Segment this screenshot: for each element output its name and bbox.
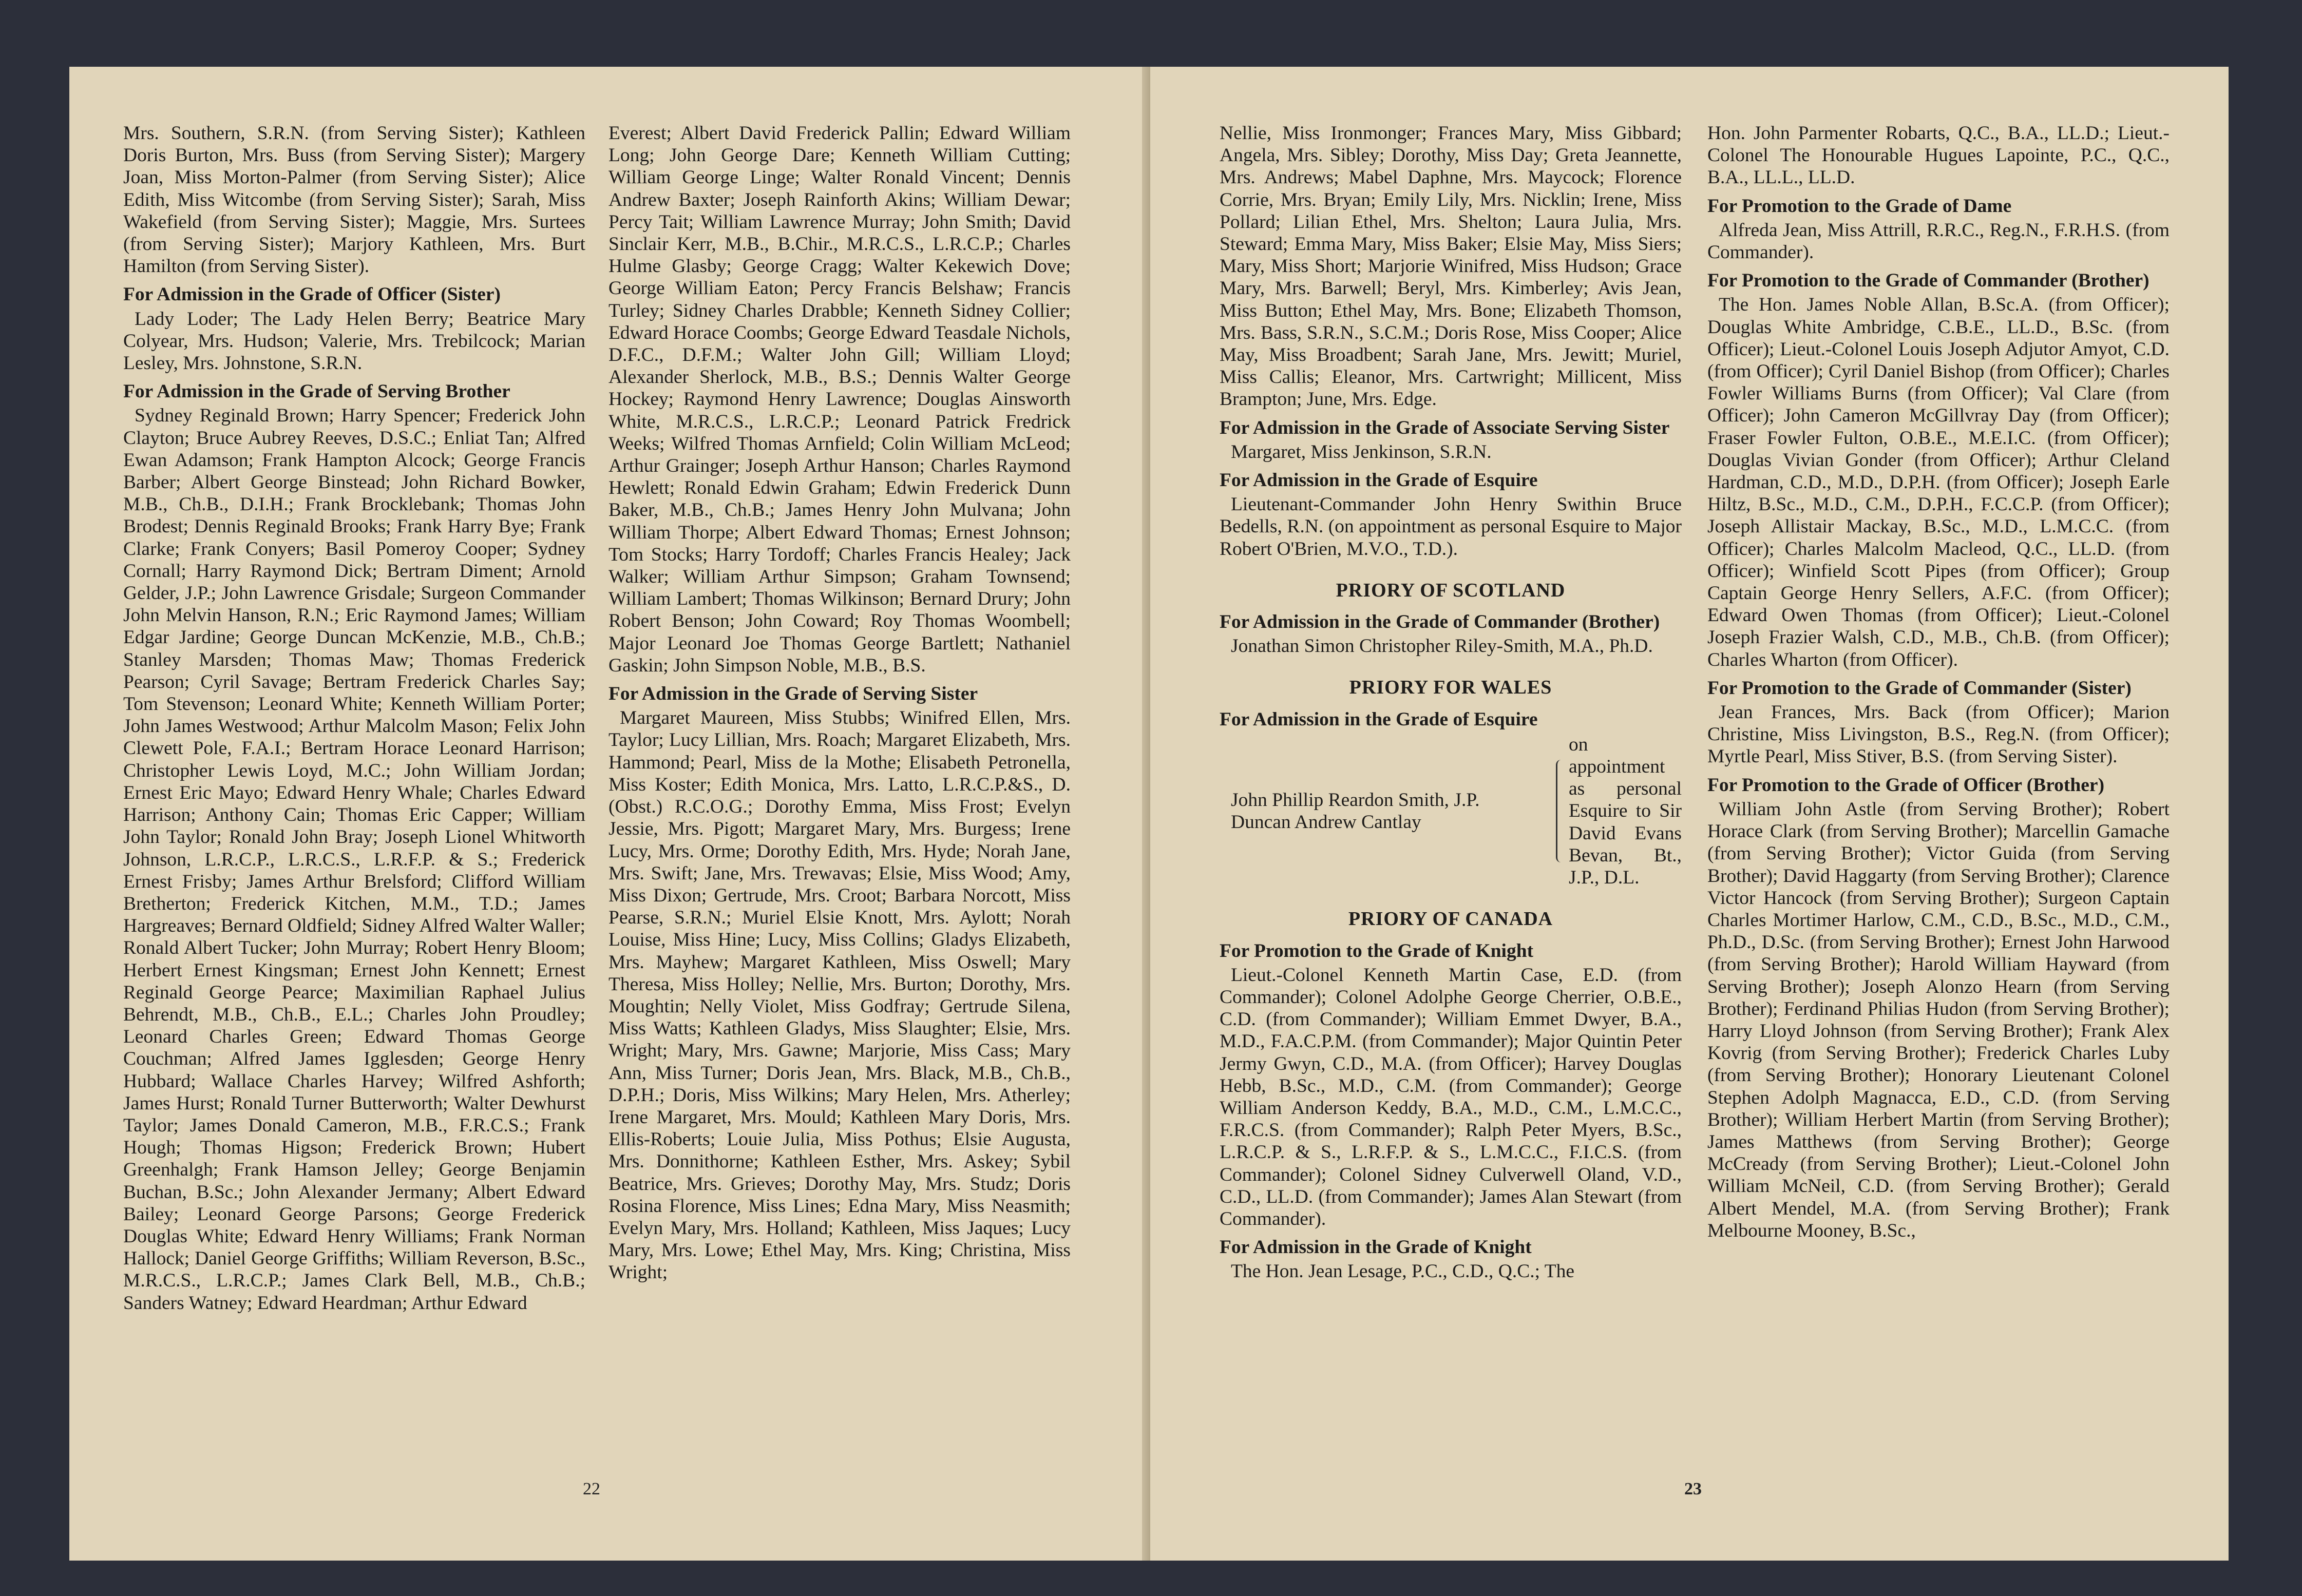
section-heading: For Promotion to the Grade of Knight <box>1220 940 1534 962</box>
page-number-left: 22 <box>583 1479 600 1498</box>
priory-heading: PRIORY FOR WALES <box>1349 677 1552 699</box>
paragraph: Margaret, Miss Jenkinson, S.R.N. <box>1231 441 1492 463</box>
left-page <box>69 67 1145 1561</box>
paragraph: Hon. John Parmenter Robarts, Q.C., B.A., LL.D.; Lieut.-Colonel The Honourable Hugues Lapointe, P.C., Q.C., B.A., LL.L., LL.D. <box>1707 123 2170 188</box>
wales-esquire-names <box>1220 789 1552 833</box>
section-heading: For Admission in the Grade of Knight <box>1220 1237 1532 1258</box>
section-heading: For Admission in the Grade of Associate Serving Sister <box>1220 417 1670 438</box>
section-heading: For Admission in the Grade of Serving Brother <box>123 381 510 402</box>
right-page <box>1150 67 2229 1561</box>
paragraph: Lieut.-Colonel Kenneth Martin Case, E.D. (from Commander); Colonel Adolphe George Cherrier, O.B.E., C.D. (from Commander); William Emmet Dwyer, B.A., M.D., F.A.C.P.M. (from Commander); Major Quintin Peter Jermy Gwyn, C.D., M.A. (from Officer); Harvey Douglas Hebb, B.Sc., M.D., C.M. (from Commander); George William Anderson Keddy, B.A., M.D., C.M., L.M.C.C., F.R.C.S. (from Commander); Ralph Peter Myers, B.Sc., L.R.C.P. & S., L.R.F.P. & S., L.M.C.C., F.I.C.S. (from Commander); Colonel Sidney Culverwell Oland, V.D., C.D., LL.D. (from Commander); James Alan Stewart (from Commander). <box>1220 964 1682 1229</box>
priory-heading: PRIORY OF CANADA <box>1348 908 1553 930</box>
paragraph: Mrs. Southern, S.R.N. (from Serving Sister); Kathleen Doris Burton, Mrs. Buss (from Serving Sister); Margery Joan, Miss Morton-Palmer (from Serving Sister); Alice Edith, Miss Witcombe (from Serving Sister); Sarah, Miss Wakefield (from Serving Sister); Maggie, Mrs. Surtees (from Serving Sister); Marjory Kathleen, Mrs. Burt Hamilton (from Serving Sister). <box>123 123 585 277</box>
paragraph: Nellie, Miss Ironmonger; Frances Mary, Miss Gibbard; Angela, Mrs. Sibley; Dorothy, Miss Day; Greta Jeannette, Mrs. Andrews; Mabel Daphne, Mrs. Maycock; Florence Corrie, Mrs. Bryan; Emily Lily, Mrs. Nicklin; Irene, Miss Pollard; Lilian Ethel, Mrs. Shelton; Laura Julia, Mrs. Steward; Emma Mary, Miss Baker; Elsie May, Miss Siers; Mary, Miss Short; Marjorie Winifred, Miss Hudson; Grace Mary, Mrs. Barwell; Beryl, Mrs. Kimberley; Avis Jean, Miss Button; Ethel May, Mrs. Bone; Elizabeth Thomson, Mrs. Bass, S.R.N., S.C.M.; Doris Rose, Miss Cooper; Alice May, Miss Broadbent; Sarah Jane, Mrs. Jewitt; Muriel, Miss Callis; Eleanor, Mrs. Cartwright; Millicent, Miss Brampton; June, Mrs. Edge. <box>1220 123 1682 410</box>
section-heading: For Promotion to the Grade of Dame <box>1707 195 2012 217</box>
paragraph: Alfreda Jean, Miss Attrill, R.R.C., Reg.N., F.R.H.S. (from Commander). <box>1707 219 2170 263</box>
wales-esquire-block <box>1220 734 1682 889</box>
paragraph: Margaret Maureen, Miss Stubbs; Winifred Ellen, Mrs. Taylor; Lucy Lillian, Mrs. Roach; Margaret Elizabeth, Mrs. Hammond; Pearl, Miss de la Mothe; Elisabeth Petronella, Miss Koster; Edith Monica, Mrs. Latto, L.R.C.P.&S., D.(Obst.) R.C.O.G.; Dorothy Emma, Miss Frost; Evelyn Jessie, Mrs. Pigott; Margaret Mary, Mrs. Burgess; Irene Lucy, Mrs. Orme; Dorothy Edith, Mrs. Hyde; Norah Jane, Mrs. Swift; Jane, Mrs. Trewavas; Elsie, Miss Wood; Amy, Miss Dixon; Gertrude, Mrs. Croot; Barbara Norcott, Miss Pearse, S.R.N.; Muriel Elsie Knott, Mrs. Aylott; Norah Louise, Miss Hine; Lucy, Miss Collins; Gladys Elizabeth, Mrs. Mayhew; Margaret Kathleen, Miss Oswell; Mary Theresa, Miss Holley; Nellie, Mrs. Burton; Dorothy, Mrs. Moughtin; Nelly Violet, Miss Godfray; Gertrude Silena, Miss Watts; Kathleen Gladys, Miss Slaughter; Elsie, Mrs. Wright; Mary, Mrs. Gawne; Marjorie, Miss Cass; Mary Ann, Miss Turner; Doris Jean, Mrs. Black, M.B., Ch.B., D.P.H.; Doris, Miss Wilkins; Mary Helen, Mrs. Atherley; Irene Margaret, Mrs. Mould; Kathleen Mary Doris, Mrs. Ellis-Roberts; Louie Julia, Miss Pothus; Elsie Augusta, Mrs. Donnithorne; Kathleen Esther, Mrs. Askey; Sybil Beatrice, Mrs. Grieves; Dorothy May, Mrs. Studz; Doris Rosina Florence, Miss Lines; Edna Mary, Miss Neasmith; Evelyn Mary, Mrs. Holland; Kathleen, Miss Jaques; Lucy Mary, Mrs. Lowe; Ethel May, Mrs. King; Christina, Miss Wright; <box>608 707 1071 1283</box>
left-column-2 <box>608 122 1071 1508</box>
paragraph: The Hon. Jean Lesage, P.C., C.D., Q.C.; The <box>1231 1261 1575 1282</box>
wales-esquire-note: on appointment as personal Esquire to Sir David Evans Bevan, Bt., J.P., D.L. <box>1569 734 1682 889</box>
priory-heading: PRIORY OF SCOTLAND <box>1336 579 1566 601</box>
paragraph: Jean Frances, Mrs. Back (from Officer); Marion Christine, Miss Livingston, B.S., Reg.N. (from Officer); Myrtle Pearl, Miss Stiver, B.S. (from Serving Sister). <box>1707 702 2170 767</box>
section-heading: For Promotion to the Grade of Commander (Sister) <box>1707 677 2132 699</box>
wales-esquire-name: John Phillip Reardon Smith, J.P. <box>1231 789 1480 811</box>
section-heading: For Admission in the Grade of Esquire <box>1220 708 1538 730</box>
right-column-2 <box>1707 122 2170 1508</box>
section-heading: For Admission in the Grade of Serving Sister <box>608 683 978 705</box>
paragraph: Lady Loder; The Lady Helen Berry; Beatrice Mary Colyear, Mrs. Hudson; Valerie, Mrs. Trebilcock; Marian Lesley, Mrs. Johnstone, S.R.N. <box>123 308 585 374</box>
brace <box>1556 760 1565 862</box>
paragraph: Sydney Reginald Brown; Harry Spencer; Frederick John Clayton; Bruce Aubrey Reeves, D.S.C.; Enliat Tan; Alfred Ewan Adamson; Frank Hampton Alcock; George Francis Barber; Albert George Binstead; John Richard Bowker, M.B., Ch.B., D.I.H.; Frank Brocklebank; Thomas John Brodest; Dennis Reginald Brooks; Frank Harry Bye; Frank Clarke; Frank Conyers; Basil Pomeroy Cooper; Sydney Cornall; Harry Raymond Dick; Bertram Diment; Arnold Gelder, J.P.; John Lawrence Grisdale; Surgeon Commander John Melvin Hanson, R.N.; Eric Raymond James; William Edgar Jardine; George Duncan McKenzie, M.B., Ch.B.; Stanley Marsden; Thomas Maw; Thomas Frederick Pearson; Cyril Savage; Bertram Frederick Charles Say; Tom Stevenson; Leonard White; Kenneth William Porter; John James Westwood; Arthur Malcolm Mason; Felix John Clewett Pole, F.A.I.; Bertram Horace Leonard Harrison; Christopher Lewis Loyd, M.C.; John William Jordan; Ernest Eric Mayo; Edward Henry Whale; Charles Edward Harrison; Anthony Cain; Thomas Eric Capper; William John Taylor; Ronald John Bray; Joseph Lionel Whitworth Johnson, L.R.C.P., L.R.C.S., L.R.F.P. & S.; Frederick Ernest Frisby; James Arthur Brelsford; Clifford William Bretherton; Frederick Kitchen, M.M., T.D.; James Hargreaves; Bernard Oldfield; Sidney Alfred Walter Waller; Ronald Albert Tucker; John Murray; Robert Henry Bloom; Herbert Ernest Kingsman; Ernest John Kennett; Ernest Reginald George Pearce; Maximilian Raphael Julius Behrendt, M.B., Ch.B., E.L.; Charles John Proudley; Leonard Charles Green; Edward Thomas George Couchman; Alfred James Igglesden; George Henry Hubbard; Wallace Charles Harvey; Wilfred Ashforth; James Hurst; Ronald Turner Butterworth; Walter Dewhurst Taylor; James Donald Cameron, M.B., F.R.C.S.; Frank Hough; Thomas Higson; Frederick Brown; Hubert Greenhalgh; Frank Hamson Jelley; George Benjamin Buchan, B.Sc.; John Alexander Jermany; Albert Edward Bailey; Leonard George Parsons; George Frederick Douglas White; Edward Henry Williams; Frank Norman Hallock; Daniel George Griffiths; William Reverson, B.Sc., M.R.C.S., L.R.C.P.; James Clark Bell, M.B., Ch.B.; Sanders Watney; Edward Heardman; Arthur Edward <box>123 405 585 1314</box>
paragraph: The Hon. James Noble Allan, B.Sc.A. (from Officer); Douglas White Ambridge, C.B.E., LL.D., B.Sc. (from Officer); Lieut.-Colonel Louis Joseph Adjutor Amyot, C.D. (from Officer); Cyril Daniel Bishop (from Officer); Charles Fowler Williams Burns (from Officer); Val Clare (from Officer); John Cameron McGillvray Day (from Officer); Fraser Fowler Fulton, O.B.E., M.E.I.C. (from Officer); Douglas Vivian Gonder (from Officer); Arthur Cleland Hardman, C.D., M.D., D.P.H. (from Officer); Joseph Earle Hiltz, B.Sc., M.D., C.M., D.P.H., F.C.C.P. (from Officer); Joseph Allistair Mackay, B.Sc., M.D., L.M.C.C. (from Officer); Charles Malcolm Macleod, Q.C., LL.D. (from Officer); Winfield Scott Pipes (from Officer); Group Captain George Henry Sellers, A.F.C. (from Officer); Edward Owen Thomas (from Officer); Lieut.-Colonel Joseph Frazier Walsh, C.D., M.B., Ch.B. (from Officer); Charles Wharton (from Officer). <box>1707 294 2170 670</box>
paragraph: William John Astle (from Serving Brother); Robert Horace Clark (from Serving Brother); Marcellin Gamache (from Serving Brother); Victor Guida (from Serving Brother); David Haggarty (from Serving Brother); Clarence Victor Hancock (from Serving Brother); Surgeon Captain Charles Mortimer Harlow, C.M., C.D., B.Sc., M.D., C.M., Ph.D., D.Sc. (from Serving Brother); Ernest John Harwood (from Serving Brother); Harold William Hayward (from Serving Brother); Joseph Alonzo Hearn (from Serving Brother); Ferdinand Philias Hudon (from Serving Brother); Harry Lloyd Johnson (from Serving Brother); Frank Alex Kovrig (from Serving Brother); Frederick Charles Luby (from Serving Brother); Honorary Lieutenant Colonel Stephen Adolph Magnacca, E.D., C.D. (from Serving Brother); William Herbert Martin (from Serving Brother); James Matthews (from Serving Brother); George McCready (from Serving Brother); Lieut.-Colonel John William McNeil, C.D. (from Serving Brother); Gerald Albert Mendel, M.A. (from Serving Brother); Frank Melbourne Mooney, B.Sc., <box>1707 798 2170 1241</box>
right-column-1-top <box>1220 122 1682 730</box>
section-heading: For Promotion to the Grade of Officer (Brother) <box>1707 774 2105 796</box>
paragraph: Everest; Albert David Frederick Pallin; Edward William Long; John George Dare; Kenneth William Cutting; William George Linge; Walter Ronald Vincent; Dennis Andrew Baxter; Joseph Rainforth Akins; William Dewar; Percy Tait; William Lawrence Murray; John Smith; David Sinclair Kerr, M.B., B.Chir., M.R.C.S., L.R.C.P.; Charles Hulme Glasby; George Cragg; Walter Kekewich Dove; George William Eaton; Percy Francis Belshaw; Francis Turley; Sidney Charles Drabble; Kenneth Sidney Collier; Edward Horace Coombs; George Edward Teasdale Nichols, D.F.C., D.F.M.; Walter John Gill; William Lloyd; Alexander Sherlock, M.B., B.S.; Dennis Walter George Hockey; Raymond Henry Lawrence; Douglas Ainsworth White, M.R.C.S., L.R.C.P.; Leonard Patrick Fredrick Weeks; Wilfred Thomas Arnfield; Colin William McLeod; Arthur Grainger; Joseph Arthur Hanson; Charles Raymond Hewlett; Ronald Edwin Graham; Edwin Frederick Dunn Baker, M.B., Ch.B.; James Henry John Mulvana; John William Thorpe; Albert Edward Thomas; Ernest Johnson; Tom Stocks; Harry Tordoff; Charles Francis Healey; Jack Walker; William Arthur Simpson; Graham Townsend; William Lambert; Thomas Wilkinson; Bernard Drury; John Robert Benson; John Coward; Roy Thomas Woombell; Major Leonard Joe Thomas George Bartlett; Nathaniel Gaskin; John Simpson Noble, M.B., B.S. <box>608 123 1071 676</box>
wales-esquire-name: Duncan Andrew Cantlay <box>1231 812 1421 833</box>
paragraph: Jonathan Simon Christopher Riley-Smith, M.A., Ph.D. <box>1231 636 1653 657</box>
section-heading: For Admission in the Grade of Commander (Brother) <box>1220 611 1660 633</box>
right-column-1 <box>1220 122 1682 1508</box>
right-column-1-bottom <box>1220 908 1682 1282</box>
section-heading: For Admission in the Grade of Esquire <box>1220 470 1538 491</box>
page-number-right: 23 <box>1684 1479 1702 1498</box>
left-column-1 <box>123 122 585 1508</box>
paragraph: Lieutenant-Commander John Henry Swithin Bruce Bedells, R.N. (on appointment as personal Esquire to Major Robert O'Brien, M.V.O., T.D.). <box>1220 494 1682 560</box>
section-heading: For Promotion to the Grade of Commander (Brother) <box>1707 270 2149 292</box>
section-heading: For Admission in the Grade of Officer (Sister) <box>123 284 501 305</box>
